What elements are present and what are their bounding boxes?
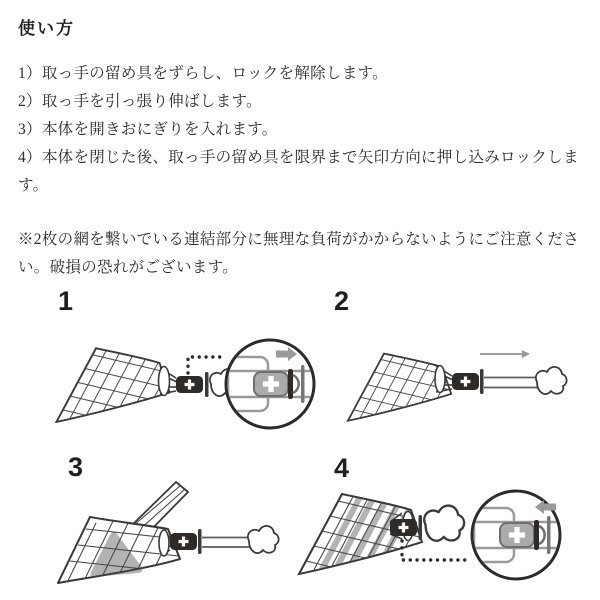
latch-lock [176, 376, 203, 393]
figure-1-number: 1 [58, 286, 74, 316]
handle-grip [536, 367, 567, 394]
figure-2 [330, 330, 570, 442]
magnifier-circle [472, 491, 560, 579]
instruction-list [18, 60, 585, 200]
figure-4-number: 4 [334, 453, 350, 483]
instruction-step-3: 3）本体を開きおにぎりを入れます。 [18, 121, 278, 138]
latch-lock [170, 533, 197, 550]
figure-3 [50, 465, 282, 597]
latch-lock [452, 373, 479, 390]
figure-3-number: 3 [68, 452, 84, 482]
figure-4-illustration [290, 465, 582, 595]
handle-grip-folded [424, 506, 464, 541]
figure-3-illustration [50, 465, 282, 597]
caution-note: ※2枚の網を繋いでいる連結部分に無理な負荷がかからないようにご注意ください。破損の恐れがございます。 [18, 231, 580, 276]
handle-collar [205, 372, 209, 397]
figure-2-illustration [330, 330, 570, 442]
handle [159, 367, 178, 396]
handle-collar [419, 515, 423, 540]
instruction-step-4: 4）本体を閉じた後、取っ手の留め具を限界まで矢印方向に押し込みロックします。 [18, 149, 579, 194]
instruction-step-1: 1）取っ手の留め具をずらし、ロックを解除します。 [18, 65, 388, 82]
figure-1-illustration [50, 330, 320, 442]
instruction-step-2: 2）取っ手を引っ張り伸ばします。 [18, 93, 262, 110]
handle-collar [198, 529, 202, 554]
dotted-connector [188, 357, 226, 373]
figure-4 [290, 465, 582, 595]
telescopic-rod [484, 378, 538, 388]
right-arrow-icon [480, 350, 530, 358]
handle [435, 366, 453, 393]
telescopic-rod [202, 538, 250, 548]
handle-grip [248, 526, 279, 553]
figure-2-number: 2 [334, 286, 350, 316]
magnifier-circle [226, 340, 314, 428]
figure-1 [50, 330, 320, 442]
page-title: 使い方 [18, 19, 75, 38]
handle-collar [480, 369, 484, 394]
latch-lock [390, 519, 417, 536]
